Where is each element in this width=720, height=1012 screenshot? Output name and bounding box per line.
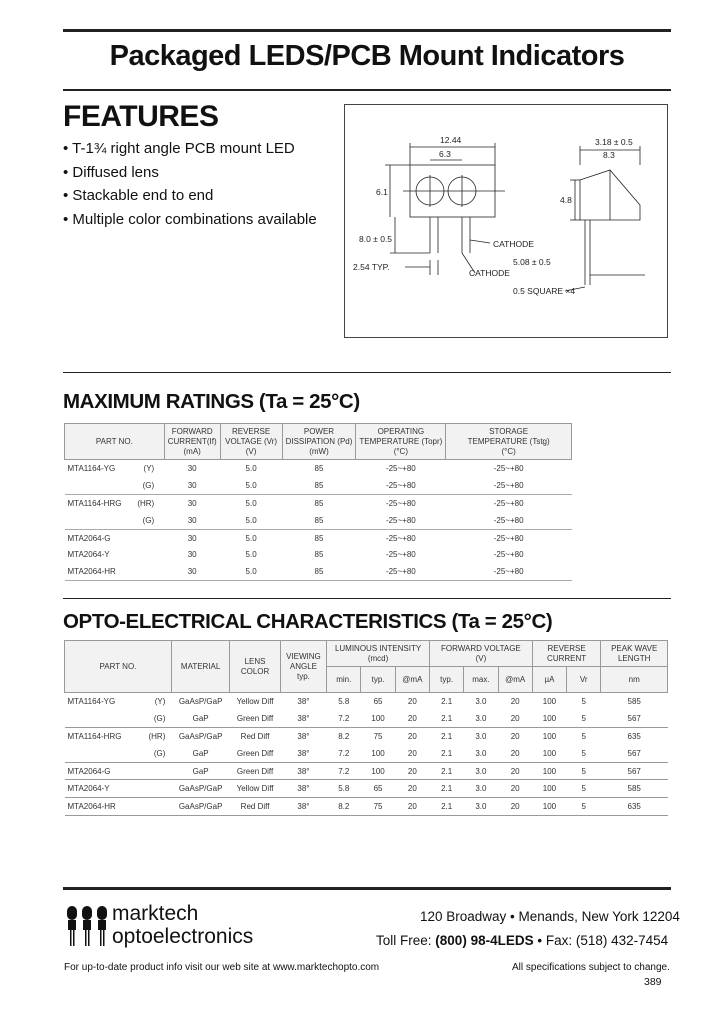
- cell-part: (G): [153, 713, 166, 723]
- cell-nm: 567: [627, 748, 641, 758]
- section-rule: [63, 372, 671, 373]
- col-reverse-current: REVERSE CURRENT: [532, 641, 601, 667]
- cell-material: GaAsP/GaP: [171, 798, 229, 816]
- cell-part: (G): [153, 748, 166, 758]
- cell-vr: 5: [567, 798, 601, 816]
- cell-lmin: 5.8: [327, 693, 361, 710]
- max-ratings-table: [64, 423, 572, 581]
- cell-lma: 20: [395, 762, 429, 780]
- cell-part: MTA2064-G: [65, 762, 172, 780]
- cell-nm: 567: [627, 713, 641, 723]
- cell-lmin: 7.2: [327, 762, 361, 780]
- cell-lmin: 7.2: [338, 713, 350, 723]
- col-operating-temp: OPERATING TEMPERATURE (Topr) (°C): [356, 424, 446, 460]
- cell-lmin: 8.2: [327, 727, 361, 744]
- cell-vma: 20: [498, 798, 532, 816]
- cell-ang: 38°: [297, 713, 310, 723]
- cell-part: MTA1164-HRG (HR): [65, 727, 172, 744]
- package-outline-figure: [345, 105, 667, 337]
- cell-lmin: 7.2: [338, 748, 350, 758]
- feature-item: • Stackable end to end: [63, 187, 214, 204]
- cell-ua: 100: [532, 693, 566, 710]
- table-row: (G) 30 5.0 85 -25~+80 -25~+80: [142, 480, 524, 490]
- opto-table: [64, 640, 668, 816]
- cell-ua: 100: [532, 762, 566, 780]
- cell-material: GaAsP/GaP: [171, 727, 229, 744]
- cell-ang: 38°: [280, 780, 326, 798]
- cell-nm: 567: [601, 762, 668, 780]
- cell-vma: 20: [498, 762, 532, 780]
- cell-ua: 100: [542, 713, 557, 723]
- table-row: [65, 710, 668, 727]
- cell-ang: 38°: [280, 798, 326, 816]
- sub-ma: @mA: [395, 667, 429, 693]
- sub-ua: µA: [532, 667, 566, 693]
- cell-vmax: 3.0: [464, 798, 498, 816]
- cell-ltyp: 65: [361, 780, 395, 798]
- cell-vma: 20: [498, 693, 532, 710]
- cell-ltyp: 65: [361, 693, 395, 710]
- company-address: 120 Broadway • Menands, New York 12204: [420, 909, 680, 924]
- table-row: MTA2064-G 30 5.0 85 -25~+80 -25~+80: [65, 529, 572, 546]
- cell-lens: Red Diff: [230, 727, 280, 744]
- table-row: [65, 727, 668, 744]
- table-row: [65, 762, 668, 780]
- brand-logo: [65, 902, 111, 948]
- cell-ltyp: 75: [361, 727, 395, 744]
- cell-ua: 100: [532, 727, 566, 744]
- dim-pitch: 6.3: [439, 149, 451, 159]
- cell-ltyp: 100: [361, 762, 395, 780]
- feature-item: • T-1¾ right angle PCB mount LED: [63, 140, 295, 157]
- cell-lens: Red Diff: [230, 798, 280, 816]
- cell-material: GaAsP/GaP: [171, 693, 229, 710]
- cell-part: MTA1164-YG (Y): [65, 693, 172, 710]
- dim-lead-pitch: 2.54 TYP.: [353, 262, 390, 272]
- table-row: MTA2064-HR 30 5.0 85 -25~+80 -25~+80: [65, 563, 572, 580]
- cell-vmax: 3.0: [475, 713, 487, 723]
- phone-numbers: Toll Free: (800) 98-4LEDS • Fax: (518) 432-7454: [376, 933, 669, 948]
- col-luminous: LUMINOUS INTENSITY (mcd): [327, 641, 430, 667]
- cell-vr: 5: [567, 727, 601, 744]
- cell-nm: 635: [601, 798, 668, 816]
- col-storage-temp: STORAGE TEMPERATURE (Tstg) (°C): [446, 424, 572, 460]
- max-ratings-heading: MAXIMUM RATINGS (Ta = 25°C): [63, 390, 360, 413]
- led-logo-icon: [65, 902, 111, 948]
- dim-width: 12.44: [440, 135, 462, 145]
- sub-ma: @mA: [498, 667, 532, 693]
- cell-vtyp: 2.1: [429, 727, 463, 744]
- cathode-label: CATHODE: [493, 239, 534, 249]
- cell-lens: Yellow Diff: [230, 693, 280, 710]
- cell-material: GaAsP/GaP: [171, 780, 229, 798]
- footer-rule: [63, 887, 671, 890]
- cell-nm: 585: [601, 780, 668, 798]
- web-note: For up-to-date product info visit our web site at www.marktechopto.com: [64, 962, 380, 973]
- cell-vma: 20: [498, 780, 532, 798]
- table-row: MTA1164-HRG (HR) 30 5.0 85 -25~+80 -25~+80: [65, 494, 572, 511]
- cell-vtyp: 2.1: [429, 693, 463, 710]
- cell-lma: 20: [407, 748, 417, 758]
- cell-ang: 38°: [280, 693, 326, 710]
- cell-lens: Yellow Diff: [230, 780, 280, 798]
- col-power: POWER DISSIPATION (Pd) (mW): [282, 424, 356, 460]
- brand-name: marktech optoelectronics: [112, 902, 254, 948]
- section-rule: [63, 598, 671, 599]
- cell-lma: 20: [395, 727, 429, 744]
- col-lens-color: LENS COLOR: [230, 641, 280, 693]
- sub-nm: nm: [601, 667, 668, 693]
- sub-typ: typ.: [429, 667, 463, 693]
- cell-vma: 20: [510, 713, 520, 723]
- dim-lead-offset: 5.08 ± 0.5: [513, 257, 551, 267]
- cell-vtyp: 2.1: [429, 780, 463, 798]
- dim-side: 4.8: [560, 195, 572, 205]
- spec-note: All specifications subject to change.: [512, 962, 670, 973]
- cell-ltyp: 75: [361, 798, 395, 816]
- cell-vmax: 3.0: [464, 780, 498, 798]
- cell-material: GaP: [192, 748, 209, 758]
- col-forward-voltage: FORWARD VOLTAGE (V): [429, 641, 532, 667]
- sub-max: max.: [464, 667, 498, 693]
- cell-vtyp: 2.1: [429, 762, 463, 780]
- dim-depth: 3.18 ± 0.5: [595, 137, 633, 147]
- cell-material: GaP: [192, 713, 209, 723]
- cell-nm: 585: [601, 693, 668, 710]
- cell-vtyp: 2.1: [441, 713, 453, 723]
- cell-ltyp: 100: [371, 713, 385, 723]
- table-row: MTA2064-Y 30 5.0 85 -25~+80 -25~+80: [67, 550, 524, 560]
- cell-lma: 20: [395, 693, 429, 710]
- dim-depth2: 8.3: [603, 150, 615, 160]
- col-material: MATERIAL: [171, 641, 229, 693]
- title-rule: [63, 89, 671, 91]
- col-part: PART NO.: [65, 424, 165, 460]
- sub-min: min.: [327, 667, 361, 693]
- dim-height: 6.1: [376, 187, 388, 197]
- features-list: [63, 137, 317, 231]
- cell-ua: 100: [532, 780, 566, 798]
- cell-vmax: 3.0: [475, 748, 487, 758]
- cell-ang: 38°: [280, 762, 326, 780]
- cell-ua: 100: [532, 798, 566, 816]
- cell-lens: Green Diff: [236, 713, 274, 723]
- table-row: (G) 30 5.0 85 -25~+80 -25~+80: [142, 515, 524, 525]
- cell-nm: 635: [601, 727, 668, 744]
- cell-vr: 5: [567, 762, 601, 780]
- cell-part: MTA2064-HR: [65, 798, 172, 816]
- cell-vmax: 3.0: [464, 762, 498, 780]
- cell-vmax: 3.0: [464, 727, 498, 744]
- cell-ua: 100: [542, 748, 557, 758]
- col-peak-wave: PEAK WAVE LENGTH: [601, 641, 668, 667]
- col-forward-current: FORWARD CURRENT(If) (mA): [164, 424, 220, 460]
- cell-vmax: 3.0: [464, 693, 498, 710]
- feature-item: • Diffused lens: [63, 163, 159, 181]
- page-number: 389: [644, 976, 662, 988]
- cell-lmin: 5.8: [327, 780, 361, 798]
- cell-vr: 5: [581, 748, 586, 758]
- cell-vr: 5: [567, 693, 601, 710]
- cell-part: MTA2064-Y: [65, 780, 172, 798]
- top-rule: [63, 29, 671, 32]
- cell-vtyp: 2.1: [441, 748, 453, 758]
- cell-lens: Green Diff: [230, 762, 280, 780]
- opto-heading: OPTO-ELECTRICAL CHARACTERISTICS (Ta = 25°C): [63, 610, 553, 633]
- cell-vr: 5: [567, 780, 601, 798]
- cell-material: GaP: [171, 762, 229, 780]
- feature-item: • Multiple color combinations available: [63, 210, 317, 228]
- cell-ang: 38°: [297, 748, 310, 758]
- lead-square-label: 0.5 SQUARE ×4: [513, 286, 576, 296]
- cell-vtyp: 2.1: [429, 798, 463, 816]
- sub-typ: typ.: [361, 667, 395, 693]
- cell-lma: 20: [395, 798, 429, 816]
- cell-vma: 20: [498, 727, 532, 744]
- table-row: [65, 693, 668, 710]
- cell-lens: Green Diff: [236, 748, 274, 758]
- cell-lma: 20: [395, 780, 429, 798]
- dim-lead-length: 8.0 ± 0.5: [359, 234, 393, 244]
- table-row: MTA1164-YG (Y) 30 5.0 85 -25~+80 -25~+80: [65, 460, 572, 477]
- cell-lmin: 8.2: [327, 798, 361, 816]
- package-drawing: [344, 104, 668, 338]
- table-row: [65, 745, 668, 762]
- cell-lma: 20: [407, 713, 417, 723]
- col-part: PART NO.: [65, 641, 172, 693]
- cell-ang: 38°: [280, 727, 326, 744]
- col-reverse-voltage: REVERSE VOLTAGE (Vr) (V): [220, 424, 282, 460]
- table-row: [65, 780, 668, 798]
- cell-vr: 5: [581, 713, 586, 723]
- features-heading: FEATURES: [63, 100, 219, 133]
- cell-vma: 20: [510, 748, 520, 758]
- page-title: Packaged LEDS/PCB Mount Indicators: [109, 40, 625, 72]
- sub-vr: Vr: [567, 667, 601, 693]
- cell-ltyp: 100: [371, 748, 385, 758]
- col-viewing-angle: VIEWING ANGLE typ.: [280, 641, 326, 693]
- cathode-label: CATHODE: [469, 268, 510, 278]
- table-row: [65, 798, 668, 816]
